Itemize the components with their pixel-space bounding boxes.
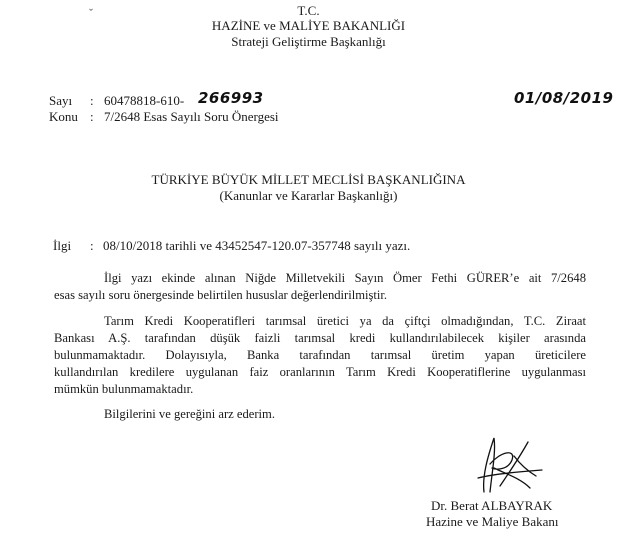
sayi-separator: : <box>90 93 94 108</box>
stray-mark: ˇ <box>89 6 93 20</box>
sayi-label: Sayı <box>49 93 73 108</box>
ilgi-label: İlgi <box>53 238 72 253</box>
signature-mark <box>470 430 550 500</box>
header-tc: T.C. <box>297 3 320 18</box>
header-department: Strateji Geliştirme Başkanlığı <box>231 34 386 49</box>
sayi-prefix: 60478818-610- <box>104 93 185 108</box>
ilgi-separator: : <box>90 238 94 253</box>
addressee-subtitle: (Kanunlar ve Kararlar Başkanlığı) <box>219 188 398 203</box>
konu-label: Konu <box>49 109 78 124</box>
handwritten-date: 01/08/2019 <box>514 89 614 107</box>
body-paragraph-2-line: Tarım Kredi Kooperatifleri tarımsal üretici ya da çiftçi olmadığından, T.C. Ziraat <box>104 314 586 328</box>
addressee-title: TÜRKİYE BÜYÜK MİLLET MECLİSİ BAŞKANLIĞINA <box>151 172 466 187</box>
body-paragraph-2-line: mümkün bulunmamaktadır. <box>54 382 194 396</box>
body-paragraph-2 <box>54 313 586 398</box>
body-paragraph-2-line: kullandırılan kredilere uygulanan faiz oranlarının Tarım Kredi Kooperatiflerine uygulanması <box>54 365 586 379</box>
ilgi-value: 08/10/2018 tarihli ve 43452547-120.07-357748 sayılı yazı. <box>103 238 411 253</box>
closing-sentence-text: Bilgilerini ve gereğini arz ederim. <box>104 407 275 421</box>
konu-separator: : <box>90 109 94 124</box>
konu-value: 7/2648 Esas Sayılı Soru Önergesi <box>104 109 279 124</box>
body-paragraph-1-line: İlgi yazı ekinde alınan Niğde Milletvekili Sayın Ömer Fethi GÜRER’e ait 7/2648 <box>104 271 586 285</box>
header-ministry: HAZİNE ve MALİYE BAKANLIĞI <box>211 18 406 33</box>
body-paragraph-2-line: bulunmamaktadır. Dolayısıyla, Banka tarafından tarımsal üretim yapan üreticilere <box>54 348 586 362</box>
body-paragraph-2-line: Bankası A.Ş. tarafından düşük faizli tarımsal kredi kullandırılabilecek kişiler arasında <box>54 331 586 345</box>
body-paragraph-1 <box>54 270 586 304</box>
body-paragraph-1-line: esas sayılı soru önergesinde belirtilen hususlar değerlendirilmiştir. <box>54 288 388 302</box>
sayi-handwritten-number: 266993 <box>198 89 264 107</box>
closing-sentence <box>104 406 275 423</box>
signatory-title: Hazine ve Maliye Bakanı <box>426 514 559 529</box>
signatory-name: Dr. Berat ALBAYRAK <box>431 498 553 513</box>
